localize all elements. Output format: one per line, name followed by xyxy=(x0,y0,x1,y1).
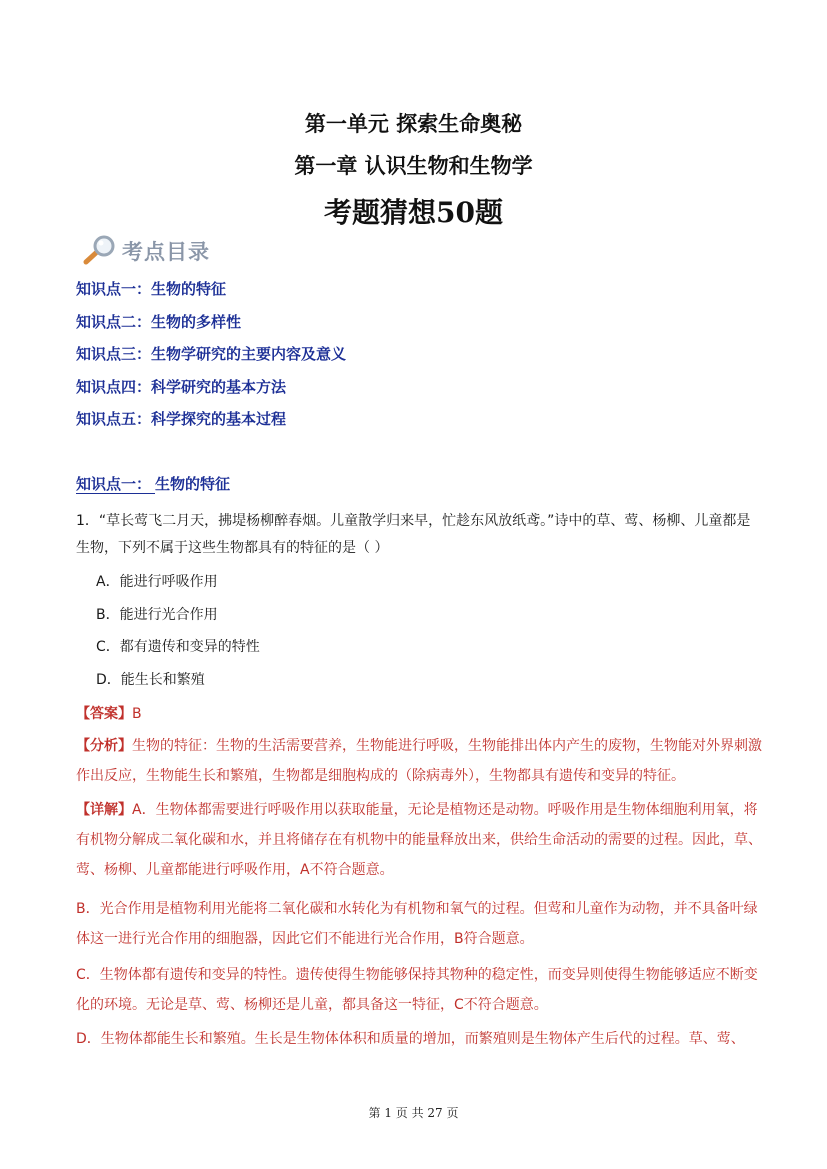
analysis-paragraph xyxy=(76,731,766,791)
detail-label: 【详解】 xyxy=(76,802,132,818)
toc-header xyxy=(80,234,280,270)
toc-list xyxy=(76,278,346,441)
toc-item[interactable]: 知识点五：科学探究的基本过程 xyxy=(76,410,287,428)
detail-c-paragraph: C．生物体都有遗传和变异的特性。遗传使得生物能够保持其物种的稳定性，而变异则使得生物能够适应不断变化的环境。无论是草、莺、杨柳还是儿童，都具备这一特征，C不符合题意。 xyxy=(76,967,758,1013)
option-b: B．能进行光合作用 xyxy=(96,606,218,623)
option-a: A．能进行呼吸作用 xyxy=(96,574,218,590)
detail-b-paragraph: B．光合作用是植物利用光能将二氧化碳和水转化为有机物和氧气的过程。但莺和儿童作为动物，并不具备叶绿体这一进行光合作用的细胞器，因此它们不能进行光合作用，B符合题意。 xyxy=(76,901,758,947)
toc-heading: 考点目录 xyxy=(122,240,210,264)
answer-value: B xyxy=(132,706,142,722)
answer-label: 【答案】 xyxy=(76,706,132,722)
option-d: D．能生长和繁殖 xyxy=(96,671,205,688)
section-label: 知识点一： xyxy=(76,475,155,494)
section-heading xyxy=(76,473,230,494)
toc-item[interactable]: 知识点三：生物学研究的主要内容及意义 xyxy=(76,345,347,363)
detail-d-paragraph: D．生物体都能生长和繁殖。生长是生物体体积和质量的增加，而繁殖则是生物体产生后代的过程。草、莺、 xyxy=(76,1031,745,1047)
question-options xyxy=(96,571,260,701)
chapter-title: 第一章 认识生物和生物学 xyxy=(294,153,533,178)
toc-item[interactable]: 知识点二：生物的多样性 xyxy=(76,312,242,331)
analysis-label: 【分析】 xyxy=(76,738,132,754)
detail-a-paragraph xyxy=(76,795,766,885)
unit-title: 第一单元 探索生命奥秘 xyxy=(304,111,523,136)
document-title: 考题猜想50题 xyxy=(324,196,503,229)
answer-line xyxy=(76,699,766,729)
question-stem: 1．“草长莺飞二月天，拂堤杨柳醉春烟。儿童散学归来早，忙趁东风放纸鸢。”诗中的草、莺、杨柳、儿童都是生物，下列不属于这些生物都具有的特征的是（ ） xyxy=(76,513,751,556)
toc-item[interactable]: 知识点一：生物的特征 xyxy=(76,280,227,298)
toc-item[interactable]: 知识点四：科学研究的基本方法 xyxy=(76,377,287,396)
option-c: C．都有遗传和变异的特性 xyxy=(96,639,260,655)
magnifier-icon xyxy=(80,234,120,266)
detail-a-text: A．生物体都需要进行呼吸作用以获取能量，无论是植物还是动物。呼吸作用是生物体细胞利用氧，将有机物分解成二氧化碳和水，并且将储存在有机物中的能量释放出来，供给生命活动的需要的过程。因此，草、莺、杨柳、儿童都能进行呼吸作用，A不符合题意。 xyxy=(76,802,762,878)
section-topic: 生物的特征 xyxy=(155,475,231,493)
analysis-text: 生物的特征：生物的生活需要营养，生物能进行呼吸，生物能排出体内产生的废物，生物能对外界刺激作出反应，生物能生长和繁殖，生物都是细胞构成的（除病毒外），生物都具有遗传和变异的特征。 xyxy=(76,738,762,784)
page-footer: 第 1 页 共 27 页 xyxy=(368,1106,459,1120)
